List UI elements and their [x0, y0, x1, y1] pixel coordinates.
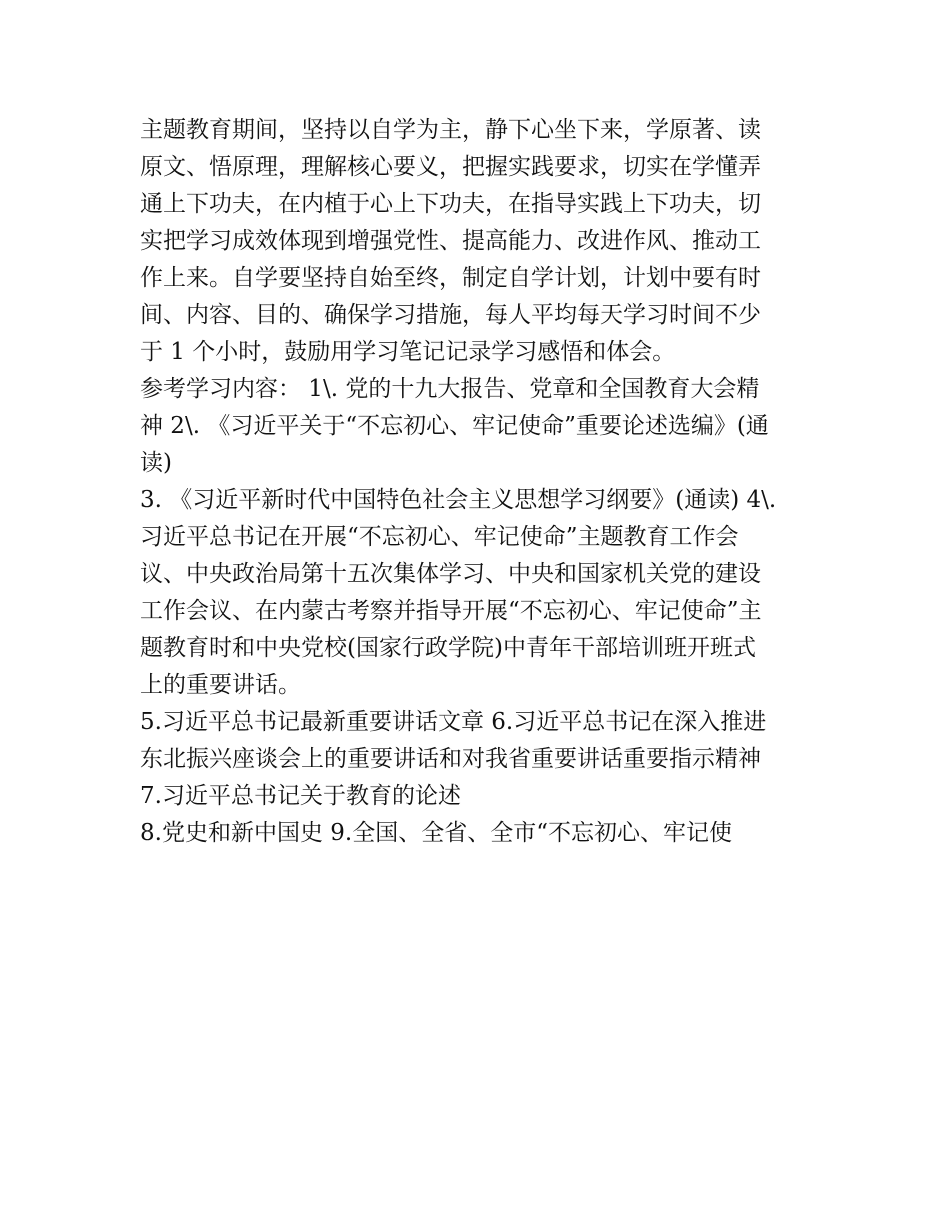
text-line: 于 1 个小时，鼓励用学习笔记记录学习感悟和体会。 [140, 339, 676, 365]
text-line: 工作会议、在内蒙古考察并指导开展“不忘初心、牢记使命”主 [140, 598, 762, 624]
text-line: 读) [140, 450, 172, 476]
text-line: 作上来。自学要坚持自始至终，制定自学计划，计划中要有时 [140, 265, 761, 291]
text-line: 题教育时和中央党校(国家行政学院)中青年干部培训班开班式 [140, 635, 756, 661]
document-body [140, 112, 815, 852]
text-line: 原文、悟原理，理解核心要义，把握实践要求，切实在学懂弄 [140, 154, 761, 180]
text-line: 神 2\. 《习近平关于“不忘初心、牢记使命”重要论述选编》(通 [140, 413, 769, 439]
text-line: 7.习近平总书记关于教育的论述 [140, 783, 461, 809]
text-line: 5.习近平总书记最新重要讲话文章 6.习近平总书记在深入推进 [140, 709, 767, 735]
text-line: 实把学习成效体现到增强党性、提高能力、改进作风、推动工 [140, 228, 761, 254]
text-line: 议、中央政治局第十五次集体学习、中央和国家机关党的建设 [140, 561, 761, 587]
text-line: 间、内容、目的、确保学习措施，每人平均每天学习时间不少 [140, 302, 761, 328]
text-line: 通上下功夫，在内植于心上下功夫，在指导实践上下功夫，切 [140, 191, 761, 217]
text-line: 参考学习内容： 1\. 党的十九大报告、党章和全国教育大会精 [140, 376, 760, 402]
text-line: 东北振兴座谈会上的重要讲话和对我省重要讲话重要指示精神 [140, 746, 761, 772]
text-line: 8.党史和新中国史 9.全国、全省、全市“不忘初心、牢记使 [140, 820, 732, 846]
text-line: 3. 《习近平新时代中国特色社会主义思想学习纲要》(通读) 4\. [140, 487, 777, 513]
text-line: 上的重要讲话。 [140, 672, 301, 698]
text-line: 主题教育期间，坚持以自学为主，静下心坐下来，学原著、读 [140, 117, 761, 143]
text-line: 习近平总书记在开展“不忘初心、牢记使命”主题教育工作会 [140, 524, 739, 550]
